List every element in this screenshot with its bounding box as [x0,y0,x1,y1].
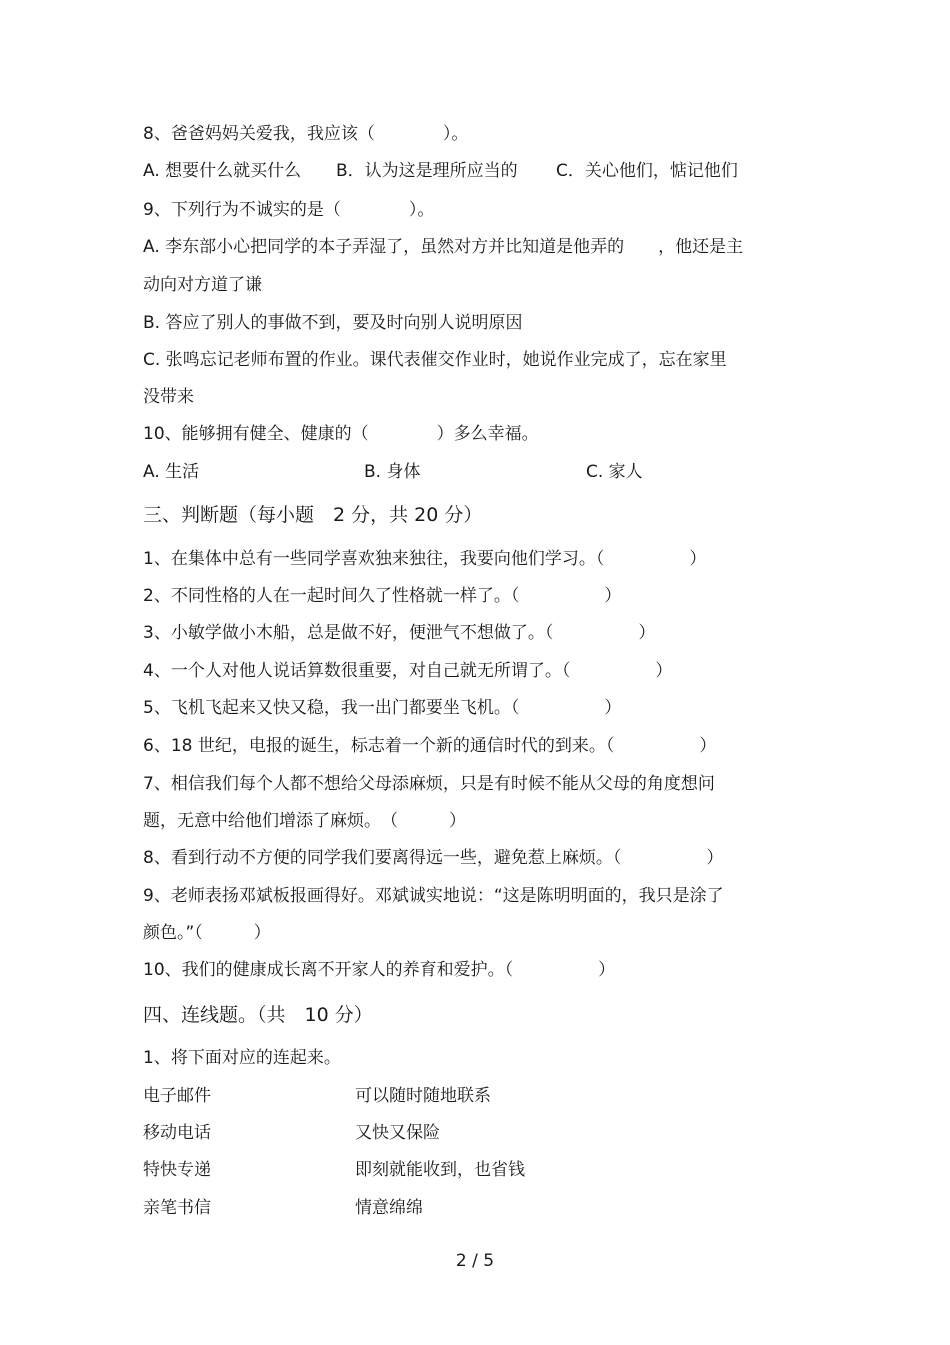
q9-option-a-line2: 动向对方道了谦 [143,275,262,295]
q10-option-a: A. 生活 [143,462,200,482]
match-left-item: 亲笔书信 [143,1198,211,1218]
match-left-item: 移动电话 [143,1123,211,1143]
page-number: 2 / 5 [455,1251,495,1271]
q9-option-b: B. 答应了别人的事做不到，要及时向别人说明原因 [143,313,523,333]
q9-option-a-line1: A. 李东部小心把同学的本子弄湿了，虽然对方并比知道是他弄的 ，他还是主 [143,237,744,257]
match-right-item: 可以随时随地联系 [355,1086,491,1106]
section4-instruction: 1、将下面对应的连起来。 [143,1048,341,1068]
q9-option-c-line2: 没带来 [143,387,194,407]
judge-item: 2、不同性格的人在一起时间久了性格就一样了。（ ） [143,586,622,606]
section3-title: 三、判断题（每小题 2 分，共 20 分） [143,504,483,526]
judge-item: 3、小敏学做小木船，总是做不好，便泄气不想做了。（ ） [143,623,656,643]
match-right-item: 又快又保险 [355,1123,440,1143]
q10-option-c: C. 家人 [586,462,643,482]
judge-item: 10、我们的健康成长离不开家人的养育和爱护。（ ） [143,960,616,980]
judge-item: 4、一个人对他人说话算数很重要，对自己就无所谓了。（ ） [143,661,673,681]
q8-stem: 8、爸爸妈妈关爱我，我应该（ ）。 [143,124,469,144]
judge-item: 9、老师表扬邓斌板报画得好。邓斌诚实地说：“这是陈明明面的，我只是涂了 [143,886,724,906]
q8-option-c: C．关心他们，惦记他们 [556,161,738,181]
q8-option-b: B．认为这是理所应当的 [336,161,518,181]
q9-stem: 9、下列行为不诚实的是（ ）。 [143,200,435,220]
judge-item: 颜色。”（ ） [143,923,271,943]
match-left-item: 特快专递 [143,1160,211,1180]
match-right-item: 情意绵绵 [355,1198,423,1218]
match-left-item: 电子邮件 [143,1086,211,1106]
judge-item: 1、在集体中总有一些同学喜欢独来独往，我要向他们学习。（ ） [143,549,707,569]
q8-option-a: A. 想要什么就买什么 [143,161,302,181]
judge-item: 题，无意中给他们增添了麻烦。 （ ） [143,811,466,831]
judge-item: 5、飞机飞起来又快又稳，我一出门都要坐飞机。（ ） [143,698,622,718]
match-right-item: 即刻就能收到，也省钱 [355,1160,525,1180]
q10-option-b: B. 身体 [364,462,421,482]
judge-item: 6、18 世纪，电报的诞生，标志着一个新的通信时代的到来。（ ） [143,736,717,756]
q9-option-c-line1: C. 张鸣忘记老师布置的作业。课代表催交作业时，她说作业完成了，忘在家里 [143,350,727,370]
judge-item: 7、相信我们每个人都不想给父母添麻烦，只是有时候不能从父母的角度想问 [143,774,715,794]
section4-title: 四、连线题。（共 10 分） [143,1004,373,1026]
judge-item: 8、看到行动不方便的同学我们要离得远一些，避免惹上麻烦。（ ） [143,848,724,868]
q10-stem: 10、能够拥有健全、健康的（ ）多么幸福。 [143,424,539,444]
